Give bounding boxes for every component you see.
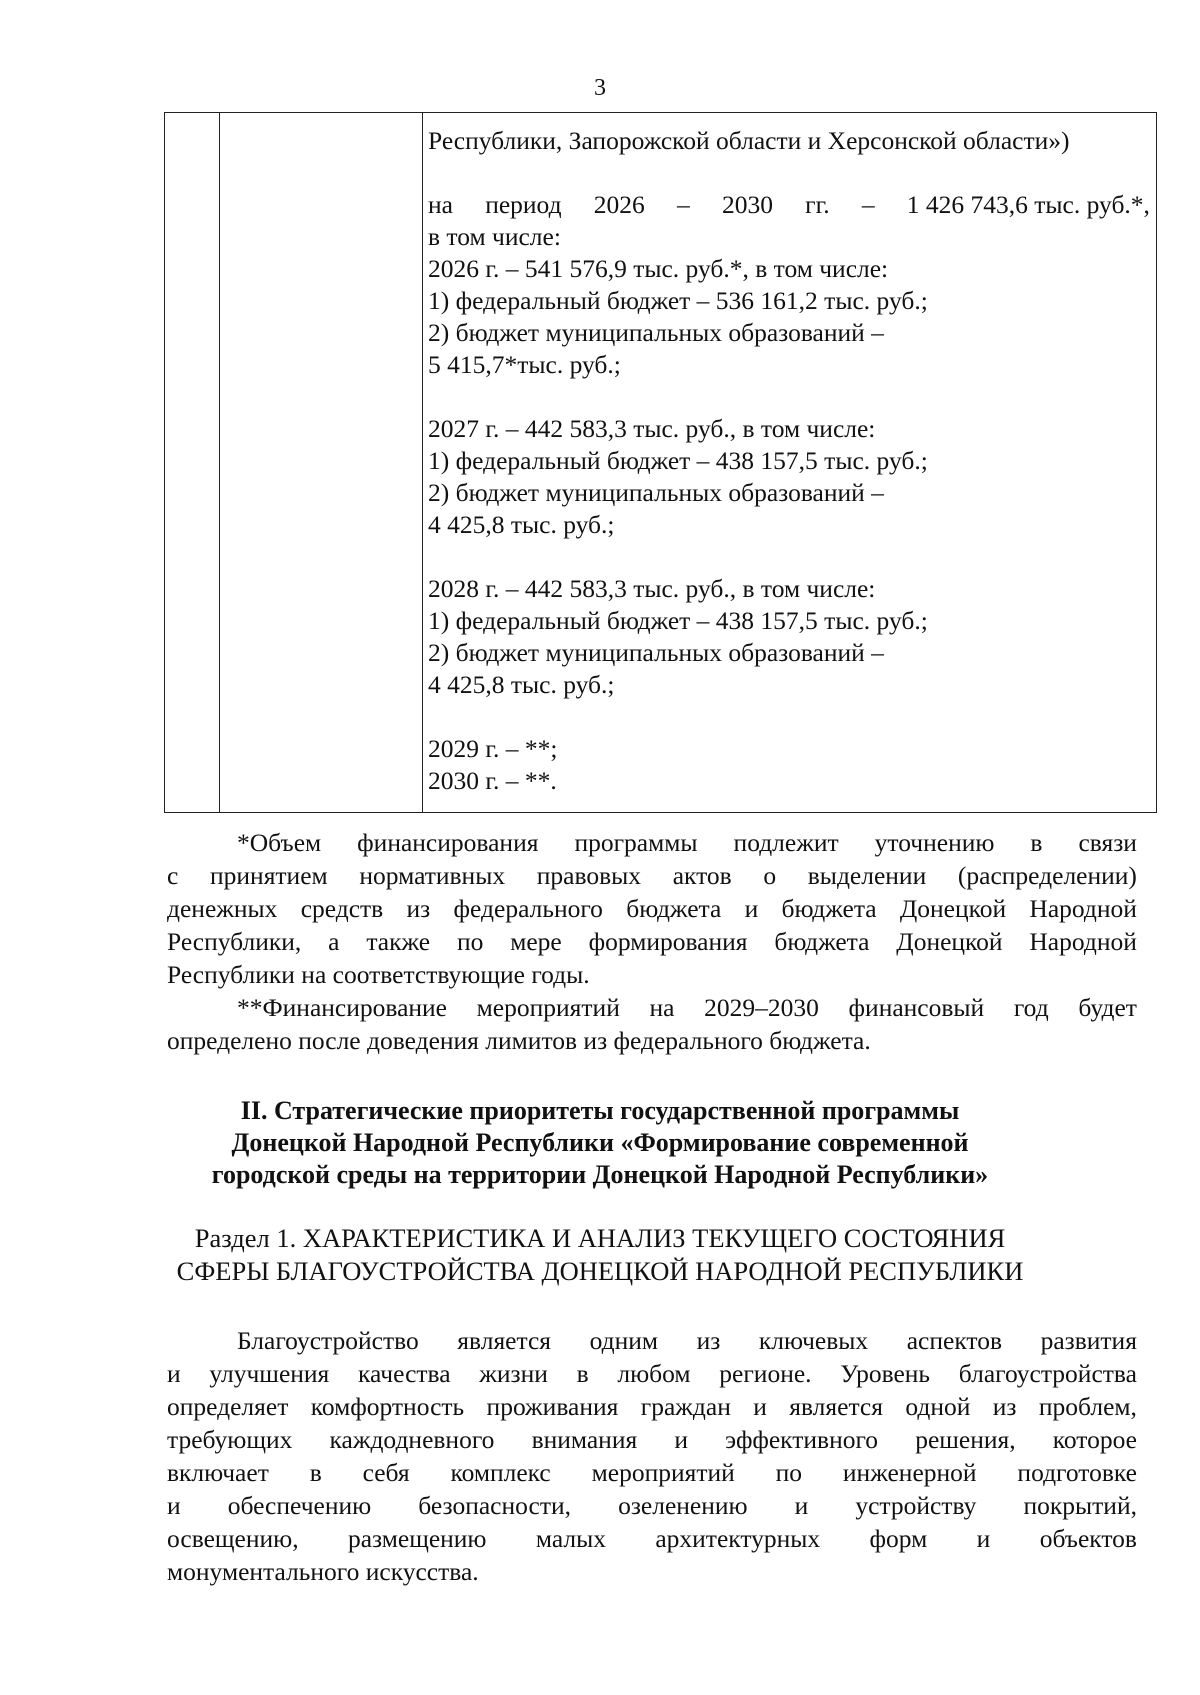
financing-table [164, 112, 1157, 813]
last-line: монументального искусства. [167, 1557, 479, 1586]
word: будет [1078, 993, 1137, 1022]
word: требующих [167, 1425, 293, 1454]
justified-line [167, 892, 1137, 925]
cell-gap [428, 541, 1150, 573]
justified-line [167, 859, 1137, 892]
word: включает [167, 1458, 269, 1487]
cell-line: 1) федеральный бюджет – 438 157,5 тыс. руб.; [428, 446, 928, 475]
word: которое [1052, 1425, 1137, 1454]
subsection-title [0, 1222, 1200, 1288]
word: из [696, 1326, 721, 1355]
word: инженерной [842, 1458, 977, 1487]
word: в [309, 1458, 322, 1487]
word: подлежит [733, 828, 839, 857]
word: Республики, [167, 927, 302, 956]
heading-line: городской среды на территории Донецкой Народной Республики» [211, 1160, 989, 1189]
heading-line: Донецкой Народной Республики «Формирование современной [231, 1128, 969, 1157]
word: качества [358, 1359, 451, 1388]
cell-gap [428, 381, 1150, 413]
word: одним [589, 1326, 658, 1355]
table-column-divider-1 [219, 113, 220, 812]
justified-line [167, 1489, 1137, 1522]
word: из [406, 894, 431, 923]
cell-line: 2027 г. – 442 583,3 тыс. руб., в том числе: [428, 414, 876, 443]
word: мероприятий [476, 993, 620, 1022]
justified-line [167, 1423, 1137, 1456]
cell-line: 2029 г. – **; [428, 734, 558, 763]
word: уточнению [874, 828, 995, 857]
word: и [753, 1392, 767, 1421]
word: *Объем [237, 828, 322, 857]
word: **Финансирование [237, 993, 448, 1022]
justified-line [167, 1456, 1137, 1489]
word: нормативных [359, 861, 506, 890]
word: год [1013, 993, 1049, 1022]
word: обеспечению [227, 1491, 372, 1520]
word: Благоустройство [237, 1326, 419, 1355]
word: комфортность [310, 1392, 465, 1421]
word: бюджета [781, 894, 877, 923]
word: о [763, 861, 777, 890]
cell-line: 5 415,7*тыс. руб.; [428, 350, 621, 379]
word: является [457, 1326, 551, 1355]
cell-line: 1) федеральный бюджет – 438 157,5 тыс. руб.; [428, 606, 928, 635]
justified-line [167, 1522, 1137, 1555]
word: эффективного [725, 1425, 879, 1454]
word: по [456, 927, 484, 956]
word: также [366, 927, 431, 956]
word: в [576, 1359, 589, 1388]
cell-line: 4 425,8 тыс. руб.; [428, 670, 615, 699]
cell-line: 1) федеральный бюджет – 536 161,2 тыс. руб.; [428, 286, 928, 315]
cell-line: 2) бюджет муниципальных образований – [428, 478, 884, 507]
word: безопасности, [418, 1491, 572, 1520]
cell-line: Республики, Запорожской области и Херсонской области») [428, 126, 1070, 155]
cell-gap [428, 701, 1150, 733]
section-heading [0, 1095, 1200, 1191]
word: проживания [486, 1392, 619, 1421]
word: размещению [347, 1524, 487, 1553]
word: мероприятий [591, 1458, 735, 1487]
word: устройству [855, 1491, 977, 1520]
word: граждан [640, 1392, 731, 1421]
body-paragraph [167, 1324, 1137, 1588]
word: и [167, 1491, 181, 1520]
word: является [789, 1392, 883, 1421]
word: ключевых [758, 1326, 869, 1355]
justified-line [167, 1390, 1137, 1423]
word: определяет [167, 1392, 289, 1421]
word: Уровень [840, 1359, 931, 1388]
cell-line-period: на период 2026 – 2030 гг. – 1 426 743,6 тыс. руб.*, [428, 190, 1150, 219]
word: из [992, 1392, 1017, 1421]
word: по [775, 1458, 803, 1487]
word: аспектов [906, 1326, 1002, 1355]
justified-line [167, 1324, 1137, 1357]
justified-line [167, 925, 1137, 958]
word: любом [617, 1359, 691, 1388]
word: архитектурных [655, 1524, 821, 1553]
subsection-title-line: Раздел 1. ХАРАКТЕРИСТИКА И АНАЛИЗ ТЕКУЩЕГО СОСТОЯНИЯ [194, 1223, 1006, 1253]
word: освещению, [167, 1524, 299, 1553]
word: регионе. [719, 1359, 812, 1388]
word: проблем, [1038, 1392, 1137, 1421]
word: финансовый [848, 993, 985, 1022]
word: жизни [479, 1359, 548, 1388]
justified-line [167, 1357, 1137, 1390]
word: Народной [1029, 927, 1137, 956]
word: и [167, 1359, 181, 1388]
word: (распределении) [957, 861, 1137, 890]
word: каждодневного [329, 1425, 495, 1454]
word: покрытий, [1023, 1491, 1137, 1520]
cell-gap [428, 157, 1150, 189]
word: а [328, 927, 340, 956]
table-column-divider-2 [422, 113, 423, 812]
word: комплекс [450, 1458, 551, 1487]
word: озеленению [618, 1491, 748, 1520]
word: и [744, 894, 759, 923]
word: формирования [588, 927, 748, 956]
word: и [976, 1524, 991, 1553]
footnote-1 [167, 826, 1137, 991]
word: внимания [531, 1425, 638, 1454]
word: на [649, 993, 675, 1022]
word: решения, [915, 1425, 1016, 1454]
word: денежных [167, 894, 278, 923]
word: актов [672, 861, 732, 890]
word: в [1030, 828, 1043, 857]
cell-line: 4 425,8 тыс. руб.; [428, 510, 615, 539]
word: бюджета [626, 894, 722, 923]
word: программы [574, 828, 698, 857]
word: одной [905, 1392, 971, 1421]
subsection-title-line: СФЕРЫ БЛАГОУСТРОЙСТВА ДОНЕЦКОЙ НАРОДНОЙ РЕСПУБЛИКИ [176, 1256, 1024, 1286]
word: связи [1078, 828, 1137, 857]
word: и [794, 1491, 809, 1520]
word: форм [869, 1524, 928, 1553]
word: объектов [1039, 1524, 1137, 1553]
word: Донецкой [899, 894, 1007, 923]
word: малых [535, 1524, 606, 1553]
word: себя [362, 1458, 410, 1487]
heading-line: II. Стратегические приоритеты государственной программы [240, 1096, 960, 1125]
word: Народной [1029, 894, 1137, 923]
justified-line [167, 826, 1137, 859]
last-line: определено после доведения лимитов из федерального бюджета. [167, 1026, 871, 1055]
word: развития [1040, 1326, 1137, 1355]
word: средств [300, 894, 384, 923]
word: 2029–2030 [704, 993, 819, 1022]
word: с [167, 861, 179, 890]
cell-line: 2030 г. – **. [428, 766, 557, 795]
word: подготовке [1017, 1458, 1137, 1487]
last-line: Республики на соответствующие годы. [167, 960, 590, 989]
word: мере [510, 927, 562, 956]
cell-line: 2) бюджет муниципальных образований – [428, 638, 884, 667]
word: выделении [807, 861, 927, 890]
word: и [674, 1425, 689, 1454]
page-number: 3 [594, 75, 606, 101]
word: улучшения [209, 1359, 330, 1388]
financing-cell [428, 125, 1150, 797]
cell-line: 2026 г. – 541 576,9 тыс. руб.*, в том числе: [428, 254, 889, 283]
cell-line: в том числе: [428, 222, 561, 251]
word: финансирования [357, 828, 539, 857]
cell-line: 2) бюджет муниципальных образований – [428, 318, 884, 347]
footnote-2 [167, 991, 1137, 1057]
justified-line [167, 991, 1137, 1024]
word: правовых [536, 861, 642, 890]
word: Донецкой [896, 927, 1003, 956]
cell-line: 2028 г. – 442 583,3 тыс. руб., в том числе: [428, 574, 876, 603]
word: бюджета [774, 927, 870, 956]
word: федерального [453, 894, 603, 923]
word: принятием [210, 861, 328, 890]
word: благоустройства [958, 1359, 1137, 1388]
